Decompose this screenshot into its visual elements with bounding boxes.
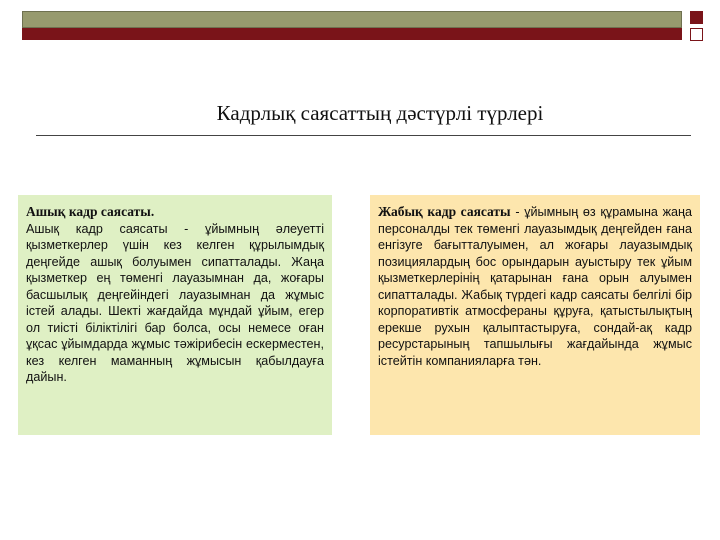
- closed-policy-text: - ұйымның өз құрамына жаңа персоналды тек төменгі лауазымдық деңгейден ғана енгізуге бағытталуымен, ал жоғары лауазымдық позициялардың бос орындарын ауыстыру тек ұйым қызметкерлерінің қатарынан ғана орын алуымен сипатталады. Жабық түрдегі кадр саясаты белгілі бір корпоративтік атмосфераны құруға, қатыстылықтың ерекше рухын қалыптастыруға, сондай-ақ кадр ресурстарының тапшылығы жағдайында жұмыс істейтін компанияларға тән.: [378, 205, 692, 368]
- open-policy-box: [18, 195, 332, 435]
- closed-policy-box: [370, 195, 700, 435]
- title-divider: [36, 135, 691, 136]
- outline-square-icon: [690, 28, 703, 41]
- slide-title: Кадрлық саясаттың дәстүрлі түрлері: [216, 101, 544, 125]
- header-red-bar: [22, 28, 682, 40]
- header-olive-bar: [22, 11, 682, 28]
- open-policy-text: Ашық кадр саясаты - ұйымның әлеуетті қызметкерлер үшін кез келген құрылымдық деңгейде ашық болуымен сипатталады. Жаңа қызметкер ең төменгі лауазымнан да, жоғары басшылық деңгейіндегі лауазымнан да жұмыс істей алады. Шекті жағдайда мұндай ұйым, егер ол тиісті біліктілігі бар болса, осы немесе оған ұқсас ұйымдарда жұмыс тәжірибесін ескерместен, кез келген маманның жұмысын қабылдауға дайын.: [26, 221, 324, 384]
- closed-policy-heading: Жабық кадр саясаты: [378, 204, 511, 219]
- open-policy-heading: Ашық кадр саясаты.: [26, 204, 155, 219]
- filled-square-icon: [690, 11, 703, 24]
